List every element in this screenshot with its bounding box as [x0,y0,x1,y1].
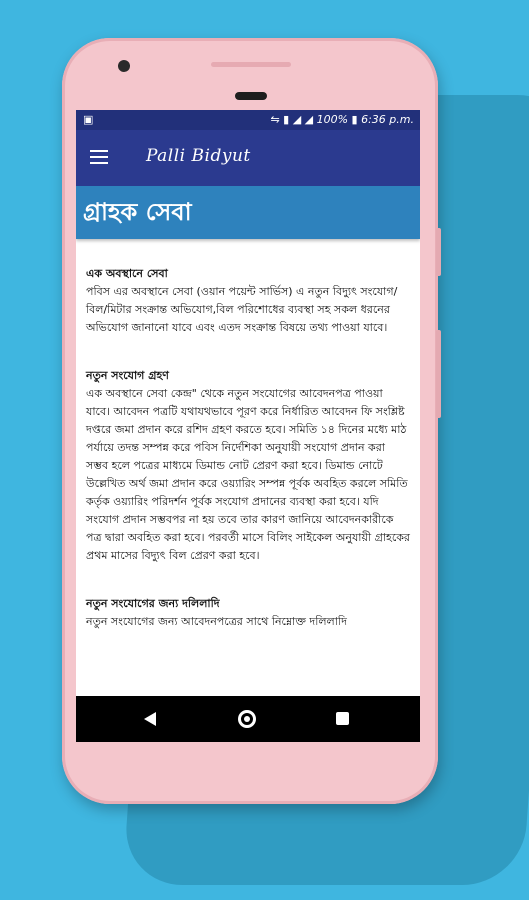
app-title: Palli Bidyut [146,146,251,166]
notification-icon: ▣ [83,113,94,126]
app-toolbar [76,130,420,186]
volume-button [436,330,441,418]
section-body: এক অবস্থানে সেবা কেন্দ্র" থেকে নতুন সংযোগের আবেদনপত্র পাওয়া যাবে। আবেদন পত্রটি যথাযথভাবে পূরণ করে নির্ধারিত আবেদন ফি সংশ্লিষ্ট দপ্তরে জমা প্রদান করে রশিদ গ্রহণ করতে হবে। সমিতি ১৪ দিনের মধ্যে মাঠ পর্যায়ে তদন্ত সম্পন্ন করে পবিস নির্দেশিকা অনুযায়ী সংযোগ প্রদান করা সম্ভব হলে পত্রের মাধ্যমে ডিমান্ড নোট প্রেরণ করা হবে। ডিমান্ড নোটে উল্লেখিত অর্থ জমা প্রদান করে ওয়্যারিং সম্পন্ন পূর্বক অবহিত করলে সমিতি কর্তৃক ওয়্যারিং পরিদর্শন পূর্বক সংযোগ প্রদানের ব্যবস্থা করা হবে। যদি সংযোগ প্রদান সম্ভবপর না হয় তবে তার কারণ জানিয়ে আবেদনকারীকে পত্র দ্বারা অবহিত করা হবে। পরবর্তী মাসে বিলিং সাইকেল অনুযায়ী গ্রাহকের প্রথম মাসের বিদ্যুৎ বিল প্রেরণ করা হবে। [86,387,410,562]
status-bar [76,110,420,130]
section [86,595,410,631]
app-screen [76,110,420,742]
hamburger-menu-icon[interactable] [90,150,108,164]
home-icon[interactable] [238,710,256,728]
section-title: নতুন সংযোগ গ্রহণ [86,369,169,382]
status-right: ⇋ ▮ ◢ ◢ 100% ▮ 6:36 p.m. [270,113,414,126]
earpiece [235,92,267,100]
section-title: নতুন সংযোগের জন্য দলিলাদি [86,597,220,610]
power-button [436,228,441,276]
section-body: পবিস এর অবস্থানে সেবা (ওয়ান পয়েন্ট সার্ভিস) এ নতুন বিদ্যুৎ সংযোগ/বিল/মিটার সংক্রান্ত অভিযোগ,বিল পরিশোধের ব্যবস্থা সহ সকল ধরনের অভিযোগ জানানো যাবে এবং এতদ সংক্রান্ত বিষয়ে তথ্য পাওয়া যাবে। [86,285,398,334]
section [86,265,410,337]
speaker-grille [211,62,291,67]
back-icon[interactable] [144,712,156,726]
content-area[interactable] [76,265,420,631]
section-body: নতুন সংযোগের জন্য আবেদনপত্রের সাথে নিম্নোক্ত দলিলাদি [86,615,347,628]
page-title: গ্রাহক সেবা [76,186,420,239]
recents-icon[interactable] [336,712,349,725]
nav-bar [76,696,420,742]
section-title: এক অবস্থানে সেবা [86,267,168,280]
camera-icon [118,60,130,72]
section [86,367,410,565]
